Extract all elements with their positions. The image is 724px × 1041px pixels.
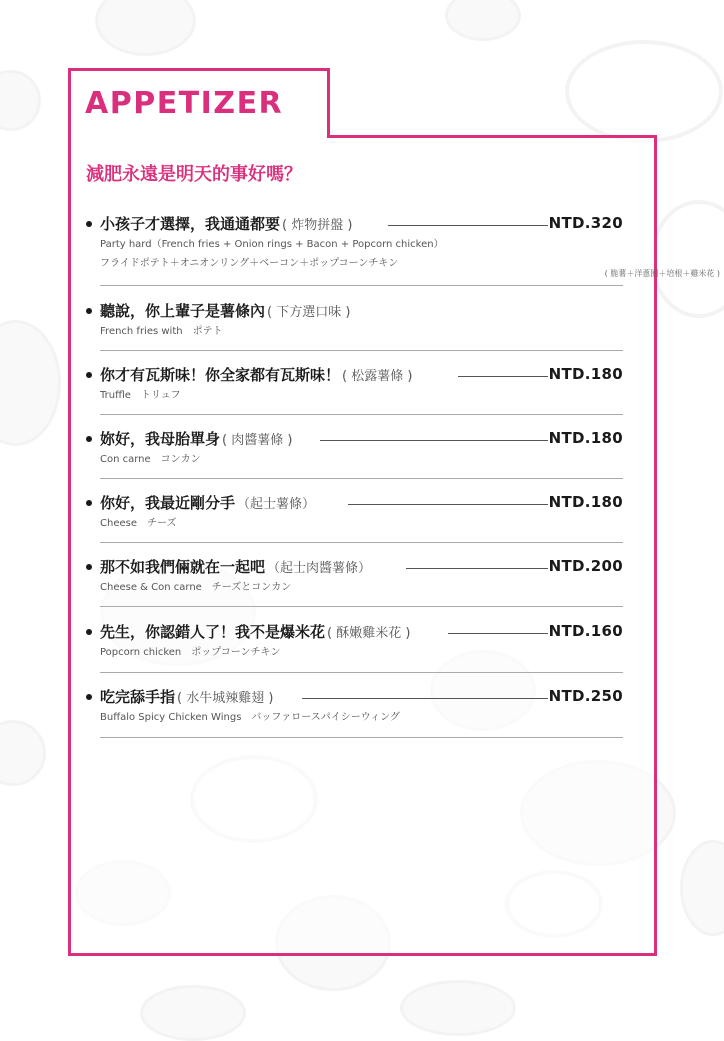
item-divider <box>100 414 623 415</box>
background-bubble <box>650 200 724 318</box>
item-price: NTD.180 <box>548 493 623 511</box>
bullet <box>86 564 92 570</box>
item-name: 那不如我們倆就在一起吧 （起士肉醬薯條） <box>100 558 372 576</box>
menu-item <box>86 213 623 273</box>
item-divider <box>100 606 623 607</box>
item-description: Cheese & Con carne チーズとコンカン <box>100 582 292 593</box>
background-bubble <box>140 985 246 1041</box>
leader-line <box>320 440 548 441</box>
item-description: French fries with ポテト <box>100 326 223 337</box>
item-description: Buffalo Spicy Chicken Wings バッファロースパイシーウィング <box>100 712 400 723</box>
menu-item <box>86 686 623 728</box>
bullet <box>86 372 92 378</box>
section-title: APPETIZER <box>85 86 284 121</box>
item-name: 小孩子才選擇，我通通都要 ( 炸物拼盤 ) <box>100 215 353 233</box>
item-price: NTD.320 <box>548 214 623 232</box>
item-divider <box>100 478 623 479</box>
leader-line <box>458 376 548 377</box>
background-bubble <box>95 0 196 56</box>
item-price: NTD.180 <box>548 365 623 383</box>
bullet <box>86 436 92 442</box>
bullet <box>86 221 92 227</box>
item-description: Cheese チーズ <box>100 518 177 529</box>
bullet <box>86 629 92 635</box>
menu-item <box>86 300 623 342</box>
background-bubble <box>0 720 46 786</box>
leader-line <box>302 698 548 699</box>
item-name: 吃完舔手指 ( 水牛城辣雞翅 ) <box>100 688 274 706</box>
item-name: 先生，你認錯人了！我不是爆米花 ( 酥嫩雞米花 ) <box>100 623 411 641</box>
item-note: ( 炸物拼盤 ) <box>282 218 353 233</box>
background-bubble <box>0 320 61 446</box>
leader-line <box>388 225 548 226</box>
item-divider <box>100 737 623 738</box>
background-bubble <box>0 70 41 131</box>
menu-item <box>86 364 623 406</box>
item-divider <box>100 542 623 543</box>
tab-join <box>71 132 327 139</box>
menu-item <box>86 492 623 534</box>
item-description: Popcorn chicken ポップコーンチキン <box>100 647 281 658</box>
background-bubble <box>400 980 516 1036</box>
menu-item <box>86 556 623 598</box>
bullet <box>86 694 92 700</box>
item-divider <box>100 350 623 351</box>
item-description: Con carne コンカン <box>100 454 201 465</box>
section-subtitle: 減肥永遠是明天的事好嗎？ <box>86 164 302 185</box>
bullet <box>86 500 92 506</box>
section-title-tab <box>68 68 330 136</box>
menu-item <box>86 621 623 663</box>
item-note: （起士薯條） <box>237 497 316 512</box>
item-divider <box>100 285 623 286</box>
background-bubble <box>565 40 723 143</box>
item-note: （起士肉醬薯條） <box>267 561 372 576</box>
item-price: NTD.160 <box>548 622 623 640</box>
item-name: 你才有瓦斯味！你全家都有瓦斯味！ ( 松露薯條 ) <box>100 366 413 384</box>
item-description: Truffle トリュフ <box>100 390 181 401</box>
item-name: 聽說，你上輩子是薯條內 ( 下方選口味 ) <box>100 302 351 320</box>
item-name: 妳好，我母胎單身 ( 肉醬薯條 ) <box>100 430 293 448</box>
item-price: NTD.180 <box>548 429 623 447</box>
bullet <box>86 308 92 314</box>
item-description-jp: フライドポテト＋オニオンリング＋ベーコン＋ポップコーンチキン <box>100 258 399 269</box>
background-bubble <box>680 840 724 936</box>
item-price: NTD.250 <box>548 687 623 705</box>
item-note: ( 酥嫩雞米花 ) <box>327 626 411 641</box>
item-note: ( 肉醬薯條 ) <box>222 433 293 448</box>
item-note: ( 水牛城辣雞翅 ) <box>177 691 274 706</box>
item-note: ( 松露薯條 ) <box>342 369 413 384</box>
item-description-en: Party hard（French fries + Onion rings + Bacon + Popcorn chicken） <box>100 239 444 250</box>
item-price: NTD.200 <box>548 557 623 575</box>
menu-item <box>86 428 623 470</box>
item-name: 你好，我最近剛分手 （起士薯條） <box>100 494 316 512</box>
leader-line <box>406 568 548 569</box>
item-ingredients-note: ( 脆薯＋洋蔥圈＋培根＋雞米花 ) <box>604 269 720 278</box>
leader-line <box>348 504 548 505</box>
item-divider <box>100 672 623 673</box>
background-bubble <box>445 0 521 41</box>
leader-line <box>448 633 548 634</box>
item-note: ( 下方選口味 ) <box>267 305 351 320</box>
